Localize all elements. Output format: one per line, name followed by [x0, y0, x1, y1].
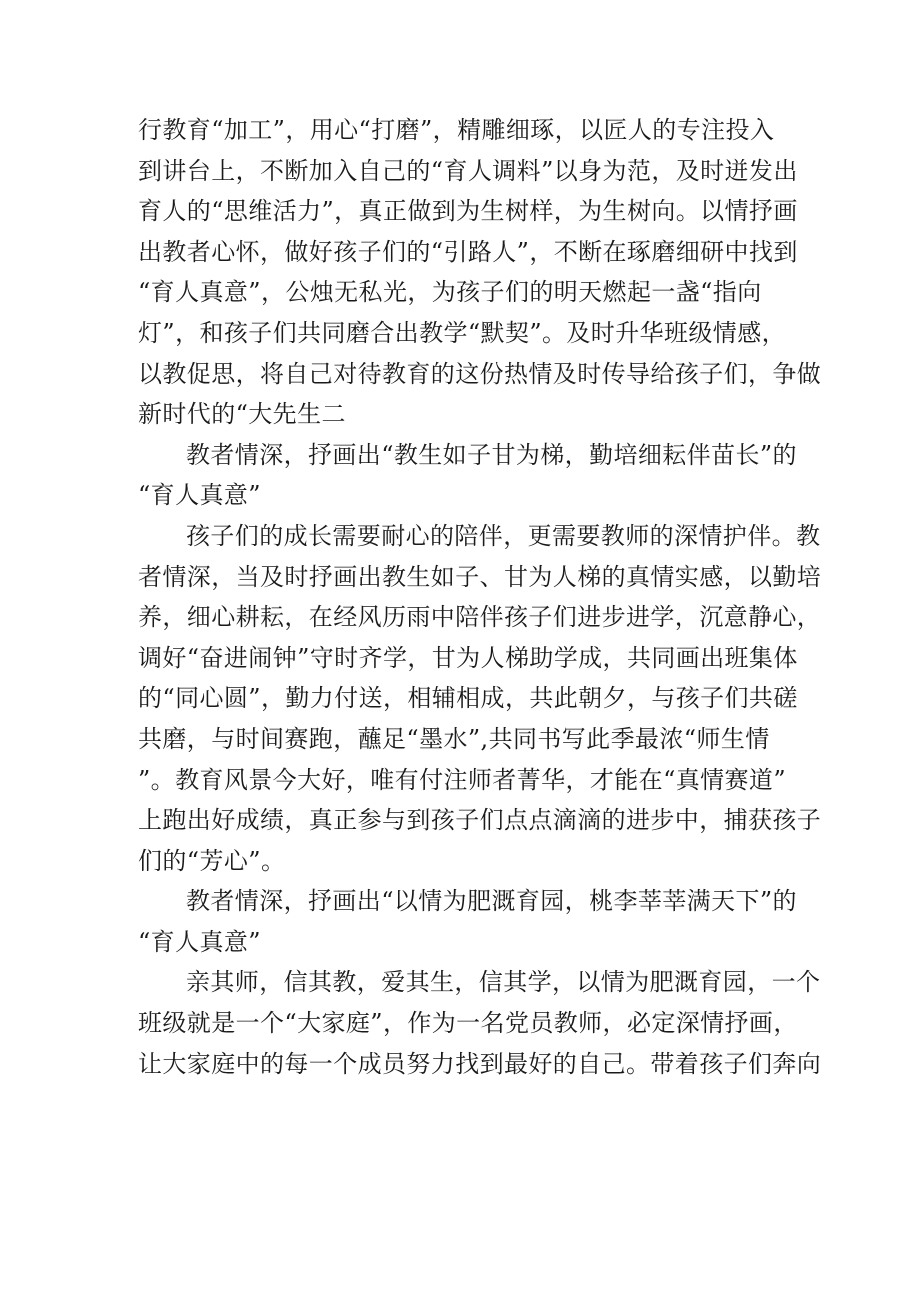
- body-paragraph: [138, 110, 822, 435]
- text-line: “育人真意”: [138, 927, 261, 956]
- text-line: 班级就是一个“大家庭”，作为一名党员教师，必定深情抒画，: [138, 1009, 798, 1038]
- text-line: 育人的“思维活力”，真正做到为生树样，为生树向。以情抒画: [138, 197, 798, 226]
- text-line: 让大家庭中的每一个成员努力找到最好的自己。带着孩子们奔向: [138, 1049, 822, 1078]
- text-line: 上跑出好成绩，真正参与到孩子们点点滴滴的进步中，捕获孩子: [138, 806, 822, 835]
- text-line: 调好“奋进闹钟”守时齐学，甘为人梯助学成，共同画出班集体: [138, 643, 798, 672]
- body-paragraph: [138, 962, 822, 1084]
- text-line: 教者情深，抒画出“教生如子甘为梯，勤培细耘伴苗长”的: [186, 440, 797, 469]
- section-heading: [138, 881, 798, 962]
- text-line: 灯”，和孩子们共同磨合出教学“默契”。及时升华班级情感，: [138, 318, 787, 347]
- text-line: 教者情深，抒画出“以情为肥溉育园，桃李莘莘满天下”的: [186, 887, 797, 916]
- text-line: 亲其师，信其教，爱其生，信其学，以情为肥溉育园，一个: [186, 968, 821, 997]
- text-line: “育人真意”: [138, 481, 261, 510]
- text-line: 出教者心怀，做好孩子们的“引路人”，不断在琢磨细研中找到: [138, 237, 798, 266]
- text-line: 行教育“加工”，用心“打磨”，精雕细琢，以匠人的专注投入: [138, 116, 775, 144]
- text-line: “育人真意”，公烛无私光，为孩子们的明天燃起一盏“指向: [138, 278, 762, 307]
- text-line: 的“同心圆”，勤力付送，相辅相成，共此朝夕，与孩子们共磋: [138, 684, 798, 713]
- text-line: 共磨，与时间赛跑，蘸足“墨水”,共同书写此季最浓“师生情: [138, 724, 770, 753]
- text-line: 新时代的“大先生二: [138, 400, 346, 429]
- text-line: 到讲台上，不断加入自己的“育人调料”以身为范，及时迸发出: [138, 156, 798, 185]
- text-line: 孩子们的成长需要耐心的陪伴，更需要教师的深情护伴。教: [186, 521, 821, 550]
- text-line: 者情深，当及时抒画出教生如子、甘为人梯的真情实感，以勤培: [138, 562, 822, 591]
- section-heading: [138, 435, 798, 516]
- text-line: 以教促思，将自己对待教育的这份热情及时传导给孩子们，争做: [138, 359, 822, 388]
- text-line: 们的“芳心”。: [138, 846, 286, 875]
- body-paragraph: [138, 516, 822, 881]
- text-line: ”。教育风景今大好，唯有付注师者菁华，才能在“真情赛道”: [138, 765, 787, 794]
- document-body: [138, 110, 822, 1084]
- text-line: 养，细心耕耘，在经风历雨中陪伴孩子们进步进学，沉意静心，: [138, 603, 822, 632]
